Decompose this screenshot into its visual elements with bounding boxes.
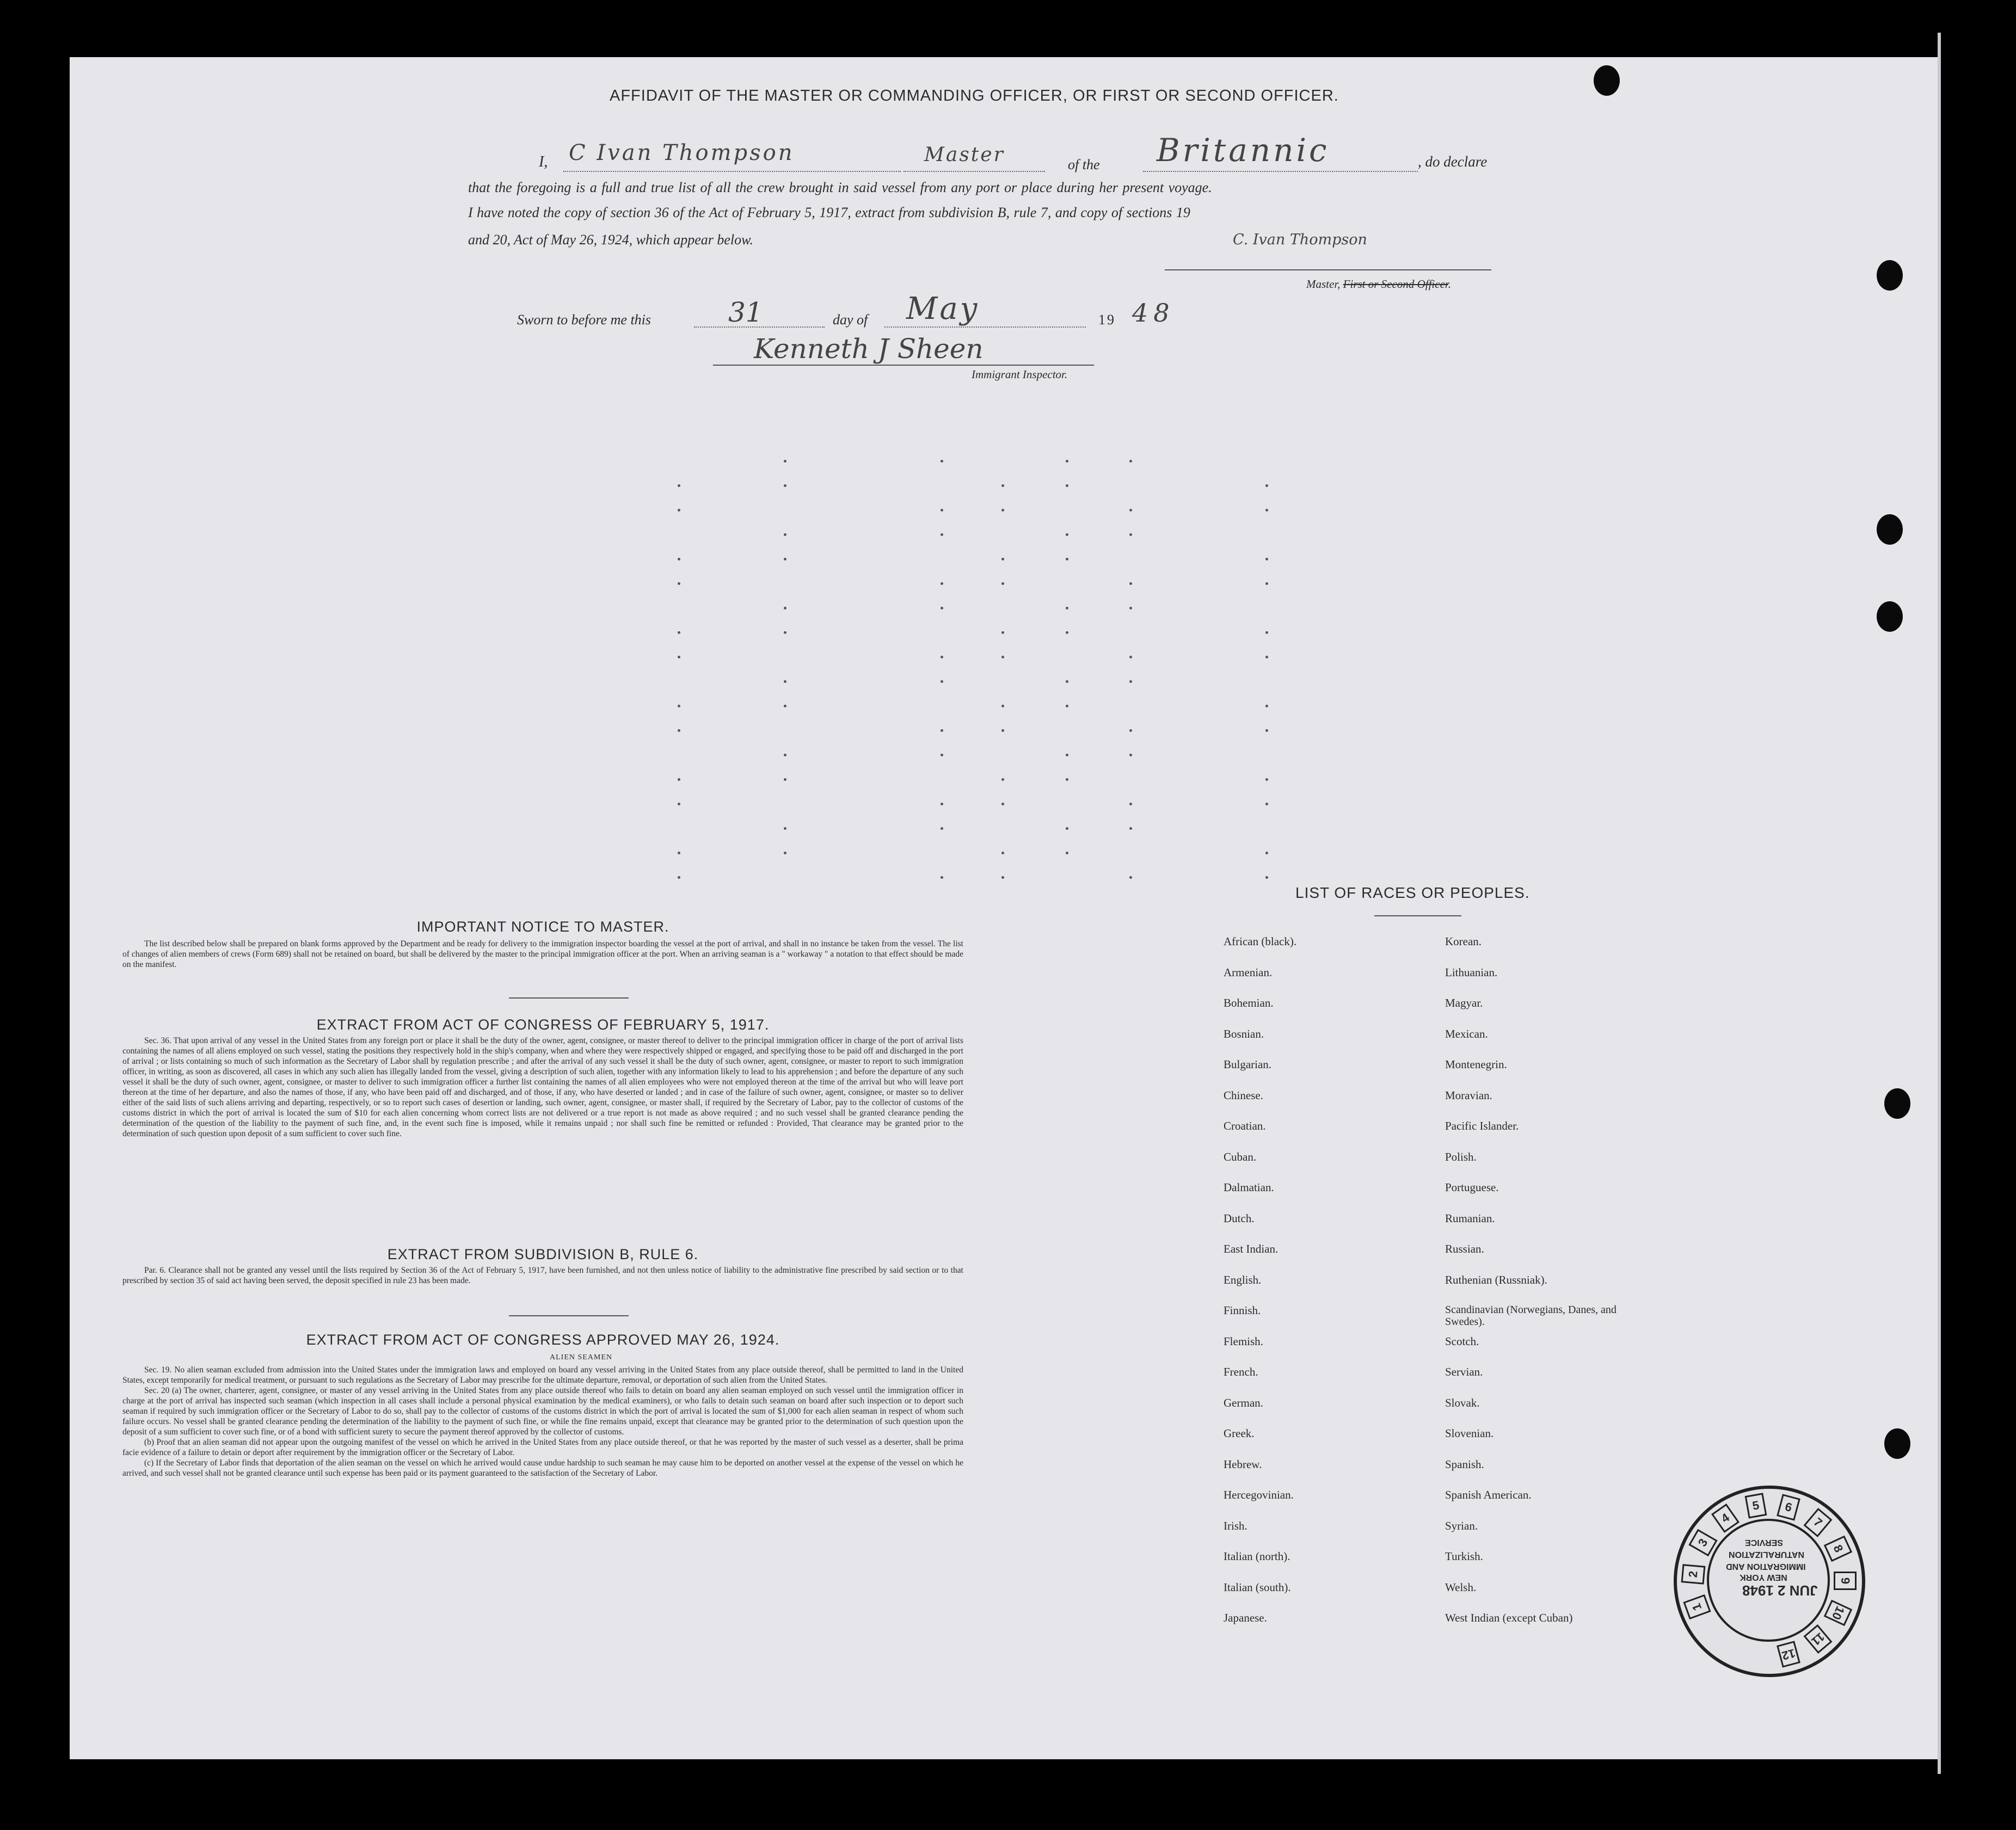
- stamp-org-2: NATURALIZATION: [1729, 1550, 1804, 1559]
- race-item: Japanese.: [1224, 1611, 1267, 1624]
- grid-dot: [1265, 484, 1268, 487]
- affidavit-line-3: I have noted the copy of section 36 of the Act of February 5, 1917, extract from subdivision B, rule 7, and copy of sections 19: [468, 205, 1190, 220]
- grid-dot: [1265, 631, 1268, 634]
- grid-dot: [1066, 558, 1068, 560]
- sec20b-paragraph: (b) Proof that an alien seaman did not appear upon the outgoing manifest of the vessel on which he arrived in the United States from any place outside thereof, or that he was reported by the master of such vessel as a deserter, shall be prima facie evidence of a failure to detain or deport after requirement by the immigration officer or the Secretary of Labor.: [122, 1438, 963, 1457]
- grid-dot: [1129, 754, 1132, 756]
- grid-dot: [941, 607, 943, 609]
- race-item: Pacific Islander.: [1445, 1119, 1519, 1132]
- grid-dot: [678, 876, 680, 879]
- affidavit-line-2: that the foregoing is a full and true list of all the crew brought in said vessel from any port or place during her present voyage.: [468, 180, 1212, 195]
- grid-dot: [1129, 876, 1132, 879]
- grid-dot: [1129, 533, 1132, 536]
- grid-dot: [941, 680, 943, 683]
- grid-dot: [1001, 582, 1004, 585]
- punch-hole: [1884, 1088, 1910, 1119]
- sec20a-paragraph: Sec. 20 (a) The owner, charterer, agent, consignee, or master of any vessel arriving in the United States from any place outside thereof who fails to detain on board any alien seaman employed on such vessel until the immigration officer in charge at the port of arrival has inspected such seaman (which inspection in all cases shall include a personal physical examination by the medical examiners), or who fails to detain such seaman on board after such inspection or to deport such seaman if required by such immigration officer or the Secretary of Labor to do so, shall pay to the collector of customs of the customs district in which the port of arrival is located the sum of $1,000 for each alien seaman in respect of whom such failure occurs. No vessel shall be granted clearance pending the determination of the liability to the payment of such fine, or while the fine remains unpaid, except that clearance may be granted prior to the determination of such question upon the deposit of a sum sufficient to cover such fine, or of a bond with sufficient surety to secure the payment thereof approved by the collector of customs.: [122, 1386, 963, 1437]
- affidavit-i: I,: [539, 153, 548, 170]
- race-item: English.: [1224, 1273, 1262, 1286]
- grid-dot: [941, 533, 943, 536]
- grid-dot: [1265, 729, 1268, 732]
- grid-dot: [1129, 803, 1132, 805]
- grid-dot: [1129, 729, 1132, 732]
- grid-dot: [678, 778, 680, 781]
- grid-dot: [1066, 484, 1068, 487]
- extract-1917-paragraph: Sec. 36. That upon arrival of any vessel in the United States from any foreign port or place it shall be the duty of the owner, agent, consignee, or master thereof to deliver to the principal immigration officer in charge of the port of arrival lists containing the names of all aliens employed on such vessel, stating the positions they respectively hold in the ship's company, when and where they were respectively shipped or engaged, and specifying those to be paid off and discharged in the port of arrival ; or lists containing so much of such information as the Secretary of Labor shall by regulation prescribe ; and after the arrival of any such vessel it shall be the duty of such owner, agent, consignee, or master to report to such immigration officer, in writing, as soon as discovered, all cases in which any such alien has illegally landed from the vessel, giving a description of such alien, together with any information likely to lead to his apprehension ; and before the departure of any such vessel it shall be the duty of such owner, agent, consignee, or master to deliver to such immigration officer a further list containing the names of all alien employees who were not employed thereon at the time of the arrival but who will leave port thereon at the time of her departure, and also the names of those, if any, who have been paid off and discharged, and of those, if any, who have deserted or landed ; and in case of the failure of such owner, agent, consignee, or master so to deliver either of the said lists of such aliens arriving and departing, respectively, or so to report such cases of desertion or landing, such owner, agent, consignee, or master shall, if required by the Secretary of Labor, pay to the collector of customs of the customs district in which the port of arrival is located the sum of $10 for each alien concerning whom correct lists are not delivered or a true report is not made as above required ; and no such vessel shall be granted clearance pending the determination of the question of the liability to the payment of such fine, and, in the event such fine is imposed, while it remains unpaid ; nor shall such fine be remitted or refunded : Provided, That clearance may be granted prior to the determination of such question upon deposit of a sum sufficient to cover such fine.: [122, 1036, 963, 1138]
- grid-dot: [1129, 607, 1132, 609]
- races-title: LIST OF RACES OR PEOPLES.: [1295, 884, 1530, 901]
- grid-dot: [784, 484, 786, 487]
- month-underline: [884, 326, 1086, 328]
- punch-hole: [1877, 514, 1903, 545]
- grid-dot: [1066, 852, 1068, 854]
- grid-dot: [1066, 607, 1068, 609]
- grid-dot: [1129, 509, 1132, 512]
- race-item: Irish.: [1224, 1519, 1247, 1532]
- affidavit-line-4: and 20, Act of May 26, 1924, which appear below.: [468, 232, 754, 248]
- day-underline: [694, 326, 825, 328]
- race-item: Cuban.: [1224, 1150, 1257, 1163]
- grid-dot: [1001, 729, 1004, 732]
- races-title-rule: [1374, 915, 1461, 916]
- race-item: West Indian (except Cuban): [1445, 1611, 1573, 1624]
- grid-dot: [1066, 460, 1068, 463]
- race-item: East Indian.: [1224, 1242, 1279, 1255]
- race-item: Italian (north).: [1224, 1550, 1290, 1563]
- grid-dot: [1129, 656, 1132, 658]
- race-item: Armenian.: [1224, 965, 1273, 979]
- grid-dot: [1265, 656, 1268, 658]
- position-underline: [903, 171, 1045, 172]
- grid-dot: [1066, 631, 1068, 634]
- grid-dot: [1129, 582, 1132, 585]
- race-item: Lithuanian.: [1445, 965, 1498, 979]
- grid-dot: [1001, 803, 1004, 805]
- race-item: Magyar.: [1445, 996, 1483, 1009]
- notice-text: [122, 939, 963, 970]
- grid-dot: [678, 509, 680, 512]
- grid-dot: [678, 558, 680, 560]
- race-item: Greek.: [1224, 1427, 1255, 1440]
- grid-dot: [1001, 631, 1004, 634]
- grid-dot: [1066, 778, 1068, 781]
- race-item: Montenegrin.: [1445, 1058, 1507, 1071]
- grid-dot: [1001, 876, 1004, 879]
- signer-role-master: Master,: [1306, 278, 1341, 291]
- grid-dot: [1001, 778, 1004, 781]
- race-item: Syrian.: [1445, 1519, 1478, 1532]
- race-item: Polish.: [1445, 1150, 1477, 1163]
- of-the-label: of the: [1068, 157, 1100, 172]
- grid-dot: [941, 729, 943, 732]
- signature-line: [1165, 269, 1491, 270]
- grid-dot: [1001, 705, 1004, 707]
- grid-dot: [1001, 484, 1004, 487]
- notice-title: IMPORTANT NOTICE TO MASTER.: [416, 919, 669, 935]
- grid-dot: [1265, 582, 1268, 585]
- grid-dot: [1001, 558, 1004, 560]
- race-item: Slovak.: [1445, 1396, 1480, 1409]
- grid-dot: [941, 754, 943, 756]
- race-item: French.: [1224, 1365, 1258, 1378]
- grid-dot: [941, 582, 943, 585]
- do-declare-label: , do declare: [1418, 153, 1488, 170]
- grid-dot: [941, 876, 943, 879]
- name-underline: [563, 171, 901, 172]
- grid-dot: [941, 460, 943, 463]
- grid-dot: [784, 607, 786, 609]
- race-item: Korean.: [1445, 935, 1482, 948]
- grid-dot: [1265, 705, 1268, 707]
- ship-name-handwritten: Britannic: [1157, 132, 1330, 169]
- ship-underline: [1143, 171, 1418, 172]
- grid-dot: [1001, 656, 1004, 658]
- stamp-number: 8: [1824, 1536, 1852, 1562]
- separator-2: [509, 1315, 629, 1316]
- race-item: Italian (south).: [1224, 1580, 1291, 1594]
- race-item: German.: [1224, 1396, 1263, 1409]
- stamp-number: 4: [1711, 1504, 1740, 1533]
- race-item: Turkish.: [1445, 1550, 1483, 1563]
- grid-dot: [941, 827, 943, 830]
- document-page: [70, 57, 1938, 1759]
- stamp-org-3: SERVICE: [1745, 1538, 1783, 1547]
- crew-name-handwritten: C Ivan Thompson: [569, 140, 795, 165]
- extract-1924-text: [122, 1365, 963, 1478]
- race-item: Servian.: [1445, 1365, 1483, 1378]
- grid-dot: [678, 582, 680, 585]
- race-item: Bulgarian.: [1224, 1058, 1272, 1071]
- grid-dot: [1001, 852, 1004, 854]
- race-item: Rumanian.: [1445, 1211, 1495, 1225]
- extract-rule-paragraph: Par. 6. Clearance shall not be granted any vessel until the lists required by Section 36 of the Act of February 5, 1917, have been furnished, and not then unless notice of liability to the administrative fine prescribed by said section or to that prescribed by section 35 of said act having been served, the deposit specified in rule 23 has been made.: [122, 1266, 963, 1285]
- stamp-number: 1: [1683, 1594, 1711, 1619]
- extract-rule-title: EXTRACT FROM SUBDIVISION B, RULE 6.: [387, 1246, 699, 1262]
- grid-dot: [1066, 533, 1068, 536]
- grid-dot: [1265, 558, 1268, 560]
- grid-dot: [1001, 509, 1004, 512]
- punch-hole: [1877, 601, 1903, 632]
- race-item: Bosnian.: [1224, 1027, 1264, 1040]
- stamp-number: 9: [1834, 1572, 1857, 1590]
- grid-dot: [1265, 803, 1268, 805]
- inspector-label: Immigrant Inspector.: [972, 368, 1068, 381]
- stamp-number: 11: [1803, 1624, 1832, 1654]
- race-item: Flemish.: [1224, 1334, 1263, 1348]
- grid-dot: [784, 827, 786, 830]
- extract-1917-text: [122, 1036, 963, 1139]
- grid-dot: [1066, 754, 1068, 756]
- race-item: Spanish American.: [1445, 1488, 1532, 1501]
- grid-dot: [1265, 509, 1268, 512]
- grid-dot: [678, 803, 680, 805]
- year-prefix: 19: [1098, 312, 1116, 328]
- grid-dot: [678, 631, 680, 634]
- grid-dot: [1265, 876, 1268, 879]
- grid-dot: [1066, 827, 1068, 830]
- extract-1924-title: EXTRACT FROM ACT OF CONGRESS APPROVED MAY 26, 1924.: [306, 1332, 780, 1348]
- race-item: Chinese.: [1224, 1088, 1263, 1102]
- race-item: Spanish.: [1445, 1457, 1484, 1471]
- race-item: Welsh.: [1445, 1580, 1477, 1594]
- stamp-number: 10: [1824, 1600, 1852, 1626]
- sec19-paragraph: Sec. 19. No alien seaman excluded from admission into the United States under the immigration laws and employed on board any vessel arriving in the United States from any place outside thereof, shall be permitted to land in the United States, except temporarily for medical treatment, or pursuant to such regulations as the Secretary of Labor may prescribe for the ultimate departure, removal, or deportation of such alien from the United States.: [122, 1365, 963, 1385]
- sec20c-paragraph: (c) If the Secretary of Labor finds that deportation of the alien seaman on the vessel on which he arrived would cause undue hardship to such seaman he may cause him to be deported on another vessel at the expense of the vessel on which he arrived, and such vessel shall not be granted clearance until such expense has been paid or its payment guaranteed to the satisfaction of the Secretary of Labor.: [122, 1458, 963, 1478]
- inspector-signature: Kenneth J Sheen: [754, 333, 984, 365]
- signer-role-struck: First or Second Officer: [1343, 278, 1448, 291]
- race-item: Scandinavian (Norwegians, Danes, and Swedes).: [1445, 1304, 1617, 1328]
- grid-dot: [678, 852, 680, 854]
- race-item: Finnish.: [1224, 1304, 1261, 1317]
- stamp-number: 2: [1681, 1564, 1705, 1585]
- race-item: Slovenian.: [1445, 1427, 1494, 1440]
- notice-paragraph: The list described below shall be prepared on blank forms approved by the Department and be ready for delivery to the immigration inspector boarding the vessel at the port of arrival, and shall in no instance be taken from the vessel. The list of changes of alien members of crews (Form 689) shall not be retained on board, but shall be delivered by the master to the principal immigration officer at the port. When an arriving seaman is a " workaway " a notation to that effect should be made on the manifest.: [122, 939, 963, 969]
- grid-dot: [1129, 460, 1132, 463]
- stamp-org-1: IMMIGRATION AND: [1726, 1562, 1806, 1571]
- stamp-city: NEW YORK: [1740, 1573, 1787, 1582]
- grid-dot: [784, 705, 786, 707]
- extract-1924-subtitle: ALIEN SEAMEN: [550, 1353, 613, 1361]
- grid-dot: [1129, 827, 1132, 830]
- grid-dot: [941, 509, 943, 512]
- grid-dot: [784, 631, 786, 634]
- race-item: Dalmatian.: [1224, 1181, 1274, 1194]
- grid-dot: [784, 558, 786, 560]
- day-of-label: day of: [833, 312, 868, 328]
- sworn-prefix: Sworn to before me this: [517, 312, 651, 328]
- grid-dot: [784, 778, 786, 781]
- signer-role-end: .: [1448, 278, 1451, 291]
- grid-dot: [784, 754, 786, 756]
- sworn-day: 31: [728, 297, 763, 328]
- grid-dot: [678, 705, 680, 707]
- grid-dot: [941, 656, 943, 658]
- sworn-month: May: [906, 291, 980, 326]
- grid-dot: [784, 533, 786, 536]
- grid-dot: [1129, 680, 1132, 683]
- race-item: Hercegovinian.: [1224, 1488, 1294, 1501]
- stamp-number: 12: [1777, 1641, 1800, 1668]
- race-item: Moravian.: [1445, 1088, 1492, 1102]
- position-handwritten: Master: [924, 144, 1005, 166]
- stamp-number: 5: [1744, 1493, 1767, 1518]
- stamp-number: 3: [1688, 1529, 1717, 1556]
- race-item: African (black).: [1224, 935, 1297, 948]
- grid-dot: [678, 484, 680, 487]
- grid-dot: [1265, 852, 1268, 854]
- inspector-line: [713, 365, 1094, 366]
- stamp-number: 7: [1803, 1508, 1832, 1537]
- grid-dot: [784, 852, 786, 854]
- grid-dot: [678, 729, 680, 732]
- race-item: Scotch.: [1445, 1334, 1479, 1348]
- stamp-number: 6: [1777, 1494, 1800, 1520]
- race-item: Mexican.: [1445, 1027, 1488, 1040]
- race-item: Hebrew.: [1224, 1457, 1262, 1471]
- punch-hole: [1884, 1428, 1910, 1459]
- immigration-date-stamp: [1674, 1486, 1865, 1677]
- master-signature: C. Ivan Thompson: [1233, 231, 1367, 248]
- race-item: Croatian.: [1224, 1119, 1266, 1132]
- race-item: Russian.: [1445, 1242, 1484, 1255]
- grid-dot: [784, 680, 786, 683]
- race-item: Ruthenian (Russniak).: [1445, 1273, 1547, 1286]
- grid-dot: [1066, 680, 1068, 683]
- grid-dot: [784, 460, 786, 463]
- grid-dot: [678, 656, 680, 658]
- page-edge: [1938, 33, 1941, 1774]
- punch-hole: [1594, 65, 1620, 96]
- race-item: Portuguese.: [1445, 1181, 1499, 1194]
- signer-role: [1306, 278, 1451, 291]
- year-suffix: 48: [1132, 298, 1175, 328]
- grid-dot: [1066, 705, 1068, 707]
- extract-1917-title: EXTRACT FROM ACT OF CONGRESS OF FEBRUARY 5, 1917.: [316, 1016, 770, 1033]
- race-item: Bohemian.: [1224, 996, 1274, 1009]
- race-item: Dutch.: [1224, 1211, 1255, 1225]
- stamp-date: JUN 2 1948: [1742, 1582, 1818, 1599]
- grid-dot: [1265, 778, 1268, 781]
- affidavit-title: AFFIDAVIT OF THE MASTER OR COMMANDING OFFICER, OR FIRST OR SECOND OFFICER.: [610, 87, 1339, 104]
- separator-1: [509, 997, 629, 999]
- punch-hole: [1877, 260, 1903, 291]
- grid-dot: [941, 803, 943, 805]
- extract-rule-text: [122, 1265, 963, 1286]
